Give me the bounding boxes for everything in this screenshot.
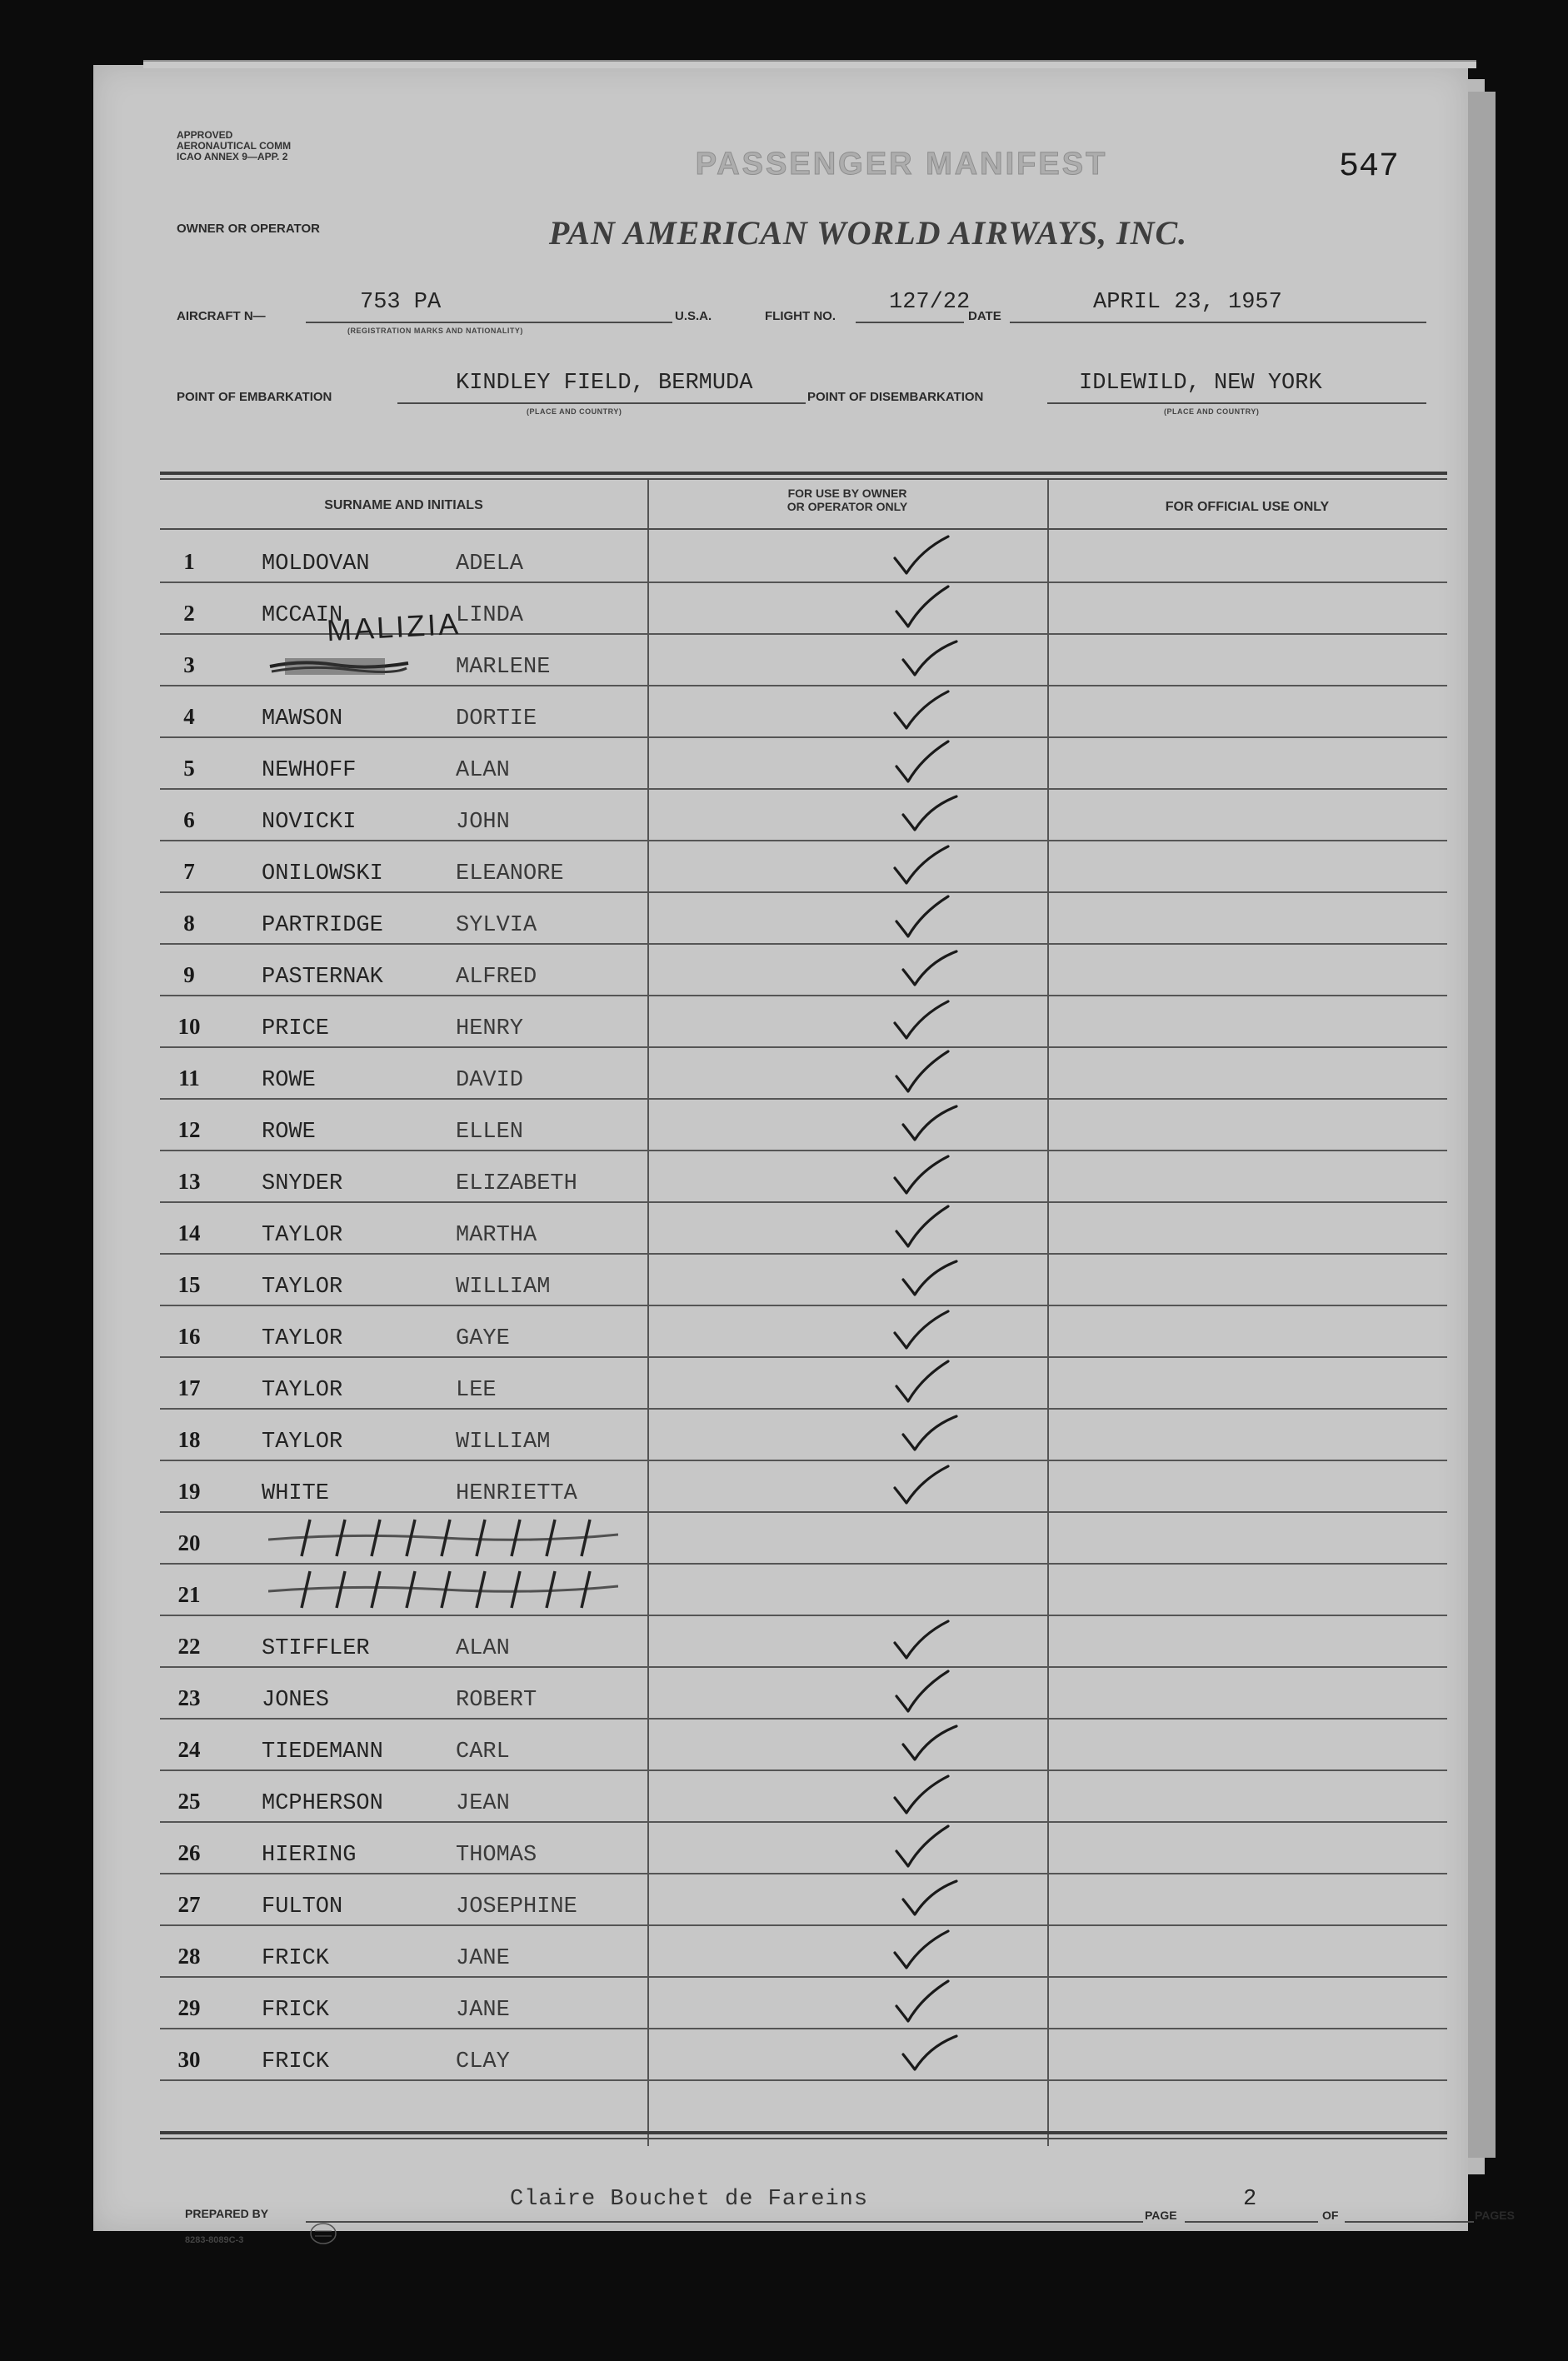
row-rule	[160, 2079, 1447, 2081]
passenger-given-name: MARLENE	[456, 655, 551, 680]
passenger-given-name: ELEANORE	[456, 861, 564, 886]
approval-line-2: AERONAUTICAL COMM	[177, 140, 292, 152]
owner-value: PAN AMERICAN WORLD AIRWAYS, INC.	[548, 214, 1188, 252]
passenger-given-name: SYLVIA	[456, 913, 537, 938]
checkmark-icon	[890, 686, 956, 736]
passenger-given-name: DORTIE	[456, 706, 537, 731]
of-label: OF	[1322, 2209, 1339, 2222]
row-number: 4	[183, 704, 195, 729]
table-row	[160, 1513, 1447, 1565]
passenger-given-name: ADELA	[456, 552, 524, 577]
passenger-surname: ROWE	[262, 1120, 316, 1145]
passenger-surname: FULTON	[262, 1894, 343, 1919]
row-number: 27	[177, 1892, 201, 1917]
checkmark-icon	[893, 1668, 960, 1718]
passenger-given-name: JEAN	[456, 1791, 510, 1816]
row-number: 14	[177, 1220, 201, 1245]
row-number: 25	[177, 1789, 201, 1814]
row-number: 20	[177, 1530, 201, 1555]
disembarkation-label: POINT OF DISEMBARKATION	[807, 390, 984, 404]
passenger-surname: HIERING	[262, 1843, 357, 1868]
scribbled-entry-mark	[268, 1515, 618, 1561]
checkmark-icon	[890, 532, 956, 582]
page-top-edge	[143, 60, 1476, 68]
row-number: 2	[183, 601, 195, 626]
table-row	[160, 1203, 1447, 1255]
passenger-surname: SNYDER	[262, 1171, 343, 1196]
row-number: 5	[183, 756, 195, 781]
passenger-surname: TAYLOR	[262, 1430, 343, 1455]
table-row	[160, 1668, 1447, 1720]
table-row	[160, 1565, 1447, 1616]
passenger-given-name: ALFRED	[456, 965, 537, 990]
row-number: 1	[183, 549, 195, 574]
row-number: 16	[177, 1324, 201, 1349]
checkmark-icon	[896, 2029, 963, 2079]
passenger-given-name: ELIZABETH	[456, 1171, 577, 1196]
row-number: 10	[177, 1014, 201, 1039]
passenger-given-name: LEE	[456, 1378, 497, 1403]
checkmark-icon	[896, 1410, 963, 1460]
passenger-given-name: HENRIETTA	[456, 1481, 577, 1506]
passenger-given-name: JOSEPHINE	[456, 1894, 577, 1919]
passenger-surname: MCCAIN	[262, 603, 343, 628]
passenger-surname: FRICK	[262, 1946, 330, 1971]
passenger-surname: PRICE	[262, 1016, 330, 1041]
table-top-rule	[160, 472, 1447, 475]
row-number: 17	[177, 1375, 201, 1400]
row-number: 19	[177, 1479, 201, 1504]
page-title: PASSENGER MANIFEST	[695, 147, 1108, 182]
checkmark-icon	[896, 635, 963, 685]
passenger-surname: TAYLOR	[262, 1378, 343, 1403]
table-row	[160, 790, 1447, 841]
checkmark-icon	[896, 1100, 963, 1150]
passenger-surname: MCPHERSON	[262, 1791, 383, 1816]
disembarkation-value: IDLEWILD, NEW YORK	[1079, 371, 1322, 396]
passenger-surname: TIEDEMANN	[262, 1740, 383, 1765]
page-line	[1185, 2221, 1318, 2223]
passenger-given-name: CLAY	[456, 2049, 510, 2074]
header-bottom-rule	[160, 528, 1447, 530]
row-number: 15	[177, 1272, 201, 1297]
column-header-surname: SURNAME AND INITIALS	[324, 498, 483, 512]
row-number: 7	[183, 859, 195, 884]
table-row	[160, 945, 1447, 996]
passenger-given-name: WILLIAM	[456, 1275, 551, 1300]
approval-line-3: ICAO ANNEX 9—APP. 2	[177, 151, 288, 162]
checkmark-icon	[896, 1255, 963, 1305]
checkmark-icon	[890, 1151, 956, 1201]
manifest-page-number: 547	[1339, 148, 1400, 186]
table-row	[160, 1874, 1447, 1926]
table-row	[160, 738, 1447, 790]
passenger-surname: TAYLOR	[262, 1223, 343, 1248]
table-row	[160, 1048, 1447, 1100]
passenger-surname: MAWSON	[262, 706, 343, 731]
passenger-given-name: ALAN	[456, 1636, 510, 1661]
prepared-by-label: PREPARED BY	[185, 2207, 269, 2220]
checkmark-icon	[893, 583, 960, 633]
country-label: U.S.A.	[675, 309, 712, 323]
table-row	[160, 532, 1447, 583]
checkmark-icon	[893, 893, 960, 943]
table-row	[160, 841, 1447, 893]
row-number: 29	[177, 1995, 201, 2020]
passenger-given-name: ROBERT	[456, 1688, 537, 1713]
checkmark-icon	[893, 1358, 960, 1408]
prepared-by-value: Claire Bouchet de Fareins	[510, 2187, 869, 2212]
passenger-given-name: HENRY	[456, 1016, 524, 1041]
row-number: 8	[183, 911, 195, 936]
table-row	[160, 1306, 1447, 1358]
table-row	[160, 996, 1447, 1048]
table-row	[160, 1771, 1447, 1823]
row-number: 18	[177, 1427, 201, 1452]
date-label: DATE	[968, 309, 1001, 323]
passenger-given-name: DAVID	[456, 1068, 524, 1093]
aircraft-value: 753 PA	[360, 290, 442, 315]
table-row	[160, 1461, 1447, 1513]
passenger-surname: TAYLOR	[262, 1275, 343, 1300]
date-line	[1010, 322, 1426, 323]
row-number: 30	[177, 2047, 201, 2072]
prepared-by-line	[306, 2221, 1143, 2223]
flight-label: FLIGHT NO.	[765, 309, 836, 323]
passenger-given-name: JANE	[456, 1998, 510, 2023]
row-number: 28	[177, 1944, 201, 1969]
embarkation-label: POINT OF EMBARKATION	[177, 390, 332, 404]
passenger-surname: PARTRIDGE	[262, 913, 383, 938]
table-row	[160, 893, 1447, 945]
checkmark-icon	[890, 1926, 956, 1976]
passenger-surname: STIFFLER	[262, 1636, 370, 1661]
passenger-given-name: GAYE	[456, 1326, 510, 1351]
checkmark-icon	[893, 1823, 960, 1873]
checkmark-icon	[890, 1616, 956, 1666]
passenger-surname: NOVICKI	[262, 810, 357, 835]
table-row	[160, 1926, 1447, 1978]
passenger-surname: FRICK	[262, 1998, 330, 2023]
passenger-surname: MOLDOVAN	[262, 552, 370, 577]
table-row	[160, 1823, 1447, 1874]
passenger-surname: ONILOWSKI	[262, 861, 383, 886]
checkmark-icon	[890, 1306, 956, 1356]
checkmark-icon	[896, 945, 963, 995]
column-header-owner-line-2: OR OPERATOR ONLY	[786, 500, 908, 513]
passenger-given-name: MARTHA	[456, 1223, 537, 1248]
table-top-rule-inner	[160, 478, 1447, 480]
passenger-surname: WHITE	[262, 1481, 330, 1506]
passenger-given-name: ALAN	[456, 758, 510, 783]
passenger-surname: NEWHOFF	[262, 758, 357, 783]
checkmark-icon	[893, 1203, 960, 1253]
row-number: 11	[178, 1066, 200, 1091]
checkmark-icon	[893, 1978, 960, 2028]
row-number: 23	[177, 1685, 201, 1710]
owner-label: OWNER OR OPERATOR	[177, 222, 320, 236]
of-line	[1345, 2221, 1474, 2223]
table-bottom-rule	[160, 2131, 1447, 2134]
handwritten-correction: MALIZIA	[326, 606, 462, 648]
table-row	[160, 1255, 1447, 1306]
table-row	[160, 1720, 1447, 1771]
passenger-given-name: CARL	[456, 1740, 510, 1765]
manifest-page	[93, 65, 1515, 2245]
passenger-given-name: WILLIAM	[456, 1430, 551, 1455]
row-number: 22	[177, 1634, 201, 1659]
row-number: 21	[177, 1582, 201, 1607]
passenger-given-name: JANE	[456, 1946, 510, 1971]
table-row	[160, 1151, 1447, 1203]
approval-stamp	[177, 130, 335, 162]
checkmark-icon	[890, 1771, 956, 1821]
passenger-surname: JONES	[262, 1688, 330, 1713]
column-header-owner-line-1: FOR USE BY OWNER	[787, 487, 907, 500]
checkmark-icon	[893, 1048, 960, 1098]
checkmark-icon	[893, 738, 960, 788]
column-header-owner	[647, 487, 1047, 513]
row-number: 3	[183, 652, 195, 677]
flight-value: 127/22	[889, 290, 971, 315]
aircraft-line	[306, 322, 672, 323]
table-row	[160, 1358, 1447, 1410]
struck-surname-mark	[268, 653, 410, 678]
checkmark-icon	[896, 790, 963, 840]
passenger-surname: PASTERNAK	[262, 965, 383, 990]
passenger-given-name: THOMAS	[456, 1843, 537, 1868]
row-number: 24	[177, 1737, 201, 1762]
form-code: 8283-8089C-3	[185, 2235, 244, 2245]
aircraft-label: AIRCRAFT N—	[177, 309, 266, 323]
passenger-given-name: JOHN	[456, 810, 510, 835]
passenger-given-name: LINDA	[456, 603, 524, 628]
approval-line-1: APPROVED	[177, 129, 233, 141]
checkmark-icon	[890, 996, 956, 1046]
row-number: 13	[177, 1169, 201, 1194]
table-bottom-rule-inner	[160, 2138, 1447, 2139]
checkmark-icon	[896, 1720, 963, 1770]
disembarkation-caption: (PLACE AND COUNTRY)	[1164, 407, 1260, 416]
passenger-surname: ROWE	[262, 1068, 316, 1093]
checkmark-icon	[896, 1874, 963, 1924]
table-row	[160, 1410, 1447, 1461]
passenger-surname: TAYLOR	[262, 1326, 343, 1351]
flight-line	[856, 322, 964, 323]
page-value: 2	[1243, 2187, 1257, 2212]
pages-label: PAGES	[1475, 2209, 1515, 2222]
table-row	[160, 2029, 1447, 2081]
printed-in-usa-seal-icon	[308, 2221, 338, 2248]
column-header-official: FOR OFFICIAL USE ONLY	[1165, 500, 1330, 514]
row-number: 12	[177, 1117, 201, 1142]
row-number: 9	[183, 962, 195, 987]
passenger-given-name: ELLEN	[456, 1120, 524, 1145]
scribbled-entry-mark	[268, 1566, 618, 1613]
embarkation-value: KINDLEY FIELD, BERMUDA	[456, 371, 753, 396]
checkmark-icon	[890, 841, 956, 891]
table-row	[160, 1616, 1447, 1668]
embarkation-line	[397, 402, 806, 404]
page-label: PAGE	[1145, 2209, 1177, 2222]
table-row	[160, 1978, 1447, 2029]
date-value: APRIL 23, 1957	[1093, 290, 1282, 315]
passenger-surname: FRICK	[262, 2049, 330, 2074]
row-number: 6	[183, 807, 195, 832]
table-row	[160, 686, 1447, 738]
disembarkation-line	[1047, 402, 1426, 404]
checkmark-icon	[890, 1461, 956, 1511]
table-row	[160, 1100, 1447, 1151]
embarkation-caption: (PLACE AND COUNTRY)	[527, 407, 622, 416]
aircraft-caption: (REGISTRATION MARKS AND NATIONALITY)	[347, 327, 523, 335]
row-number: 26	[177, 1840, 201, 1865]
